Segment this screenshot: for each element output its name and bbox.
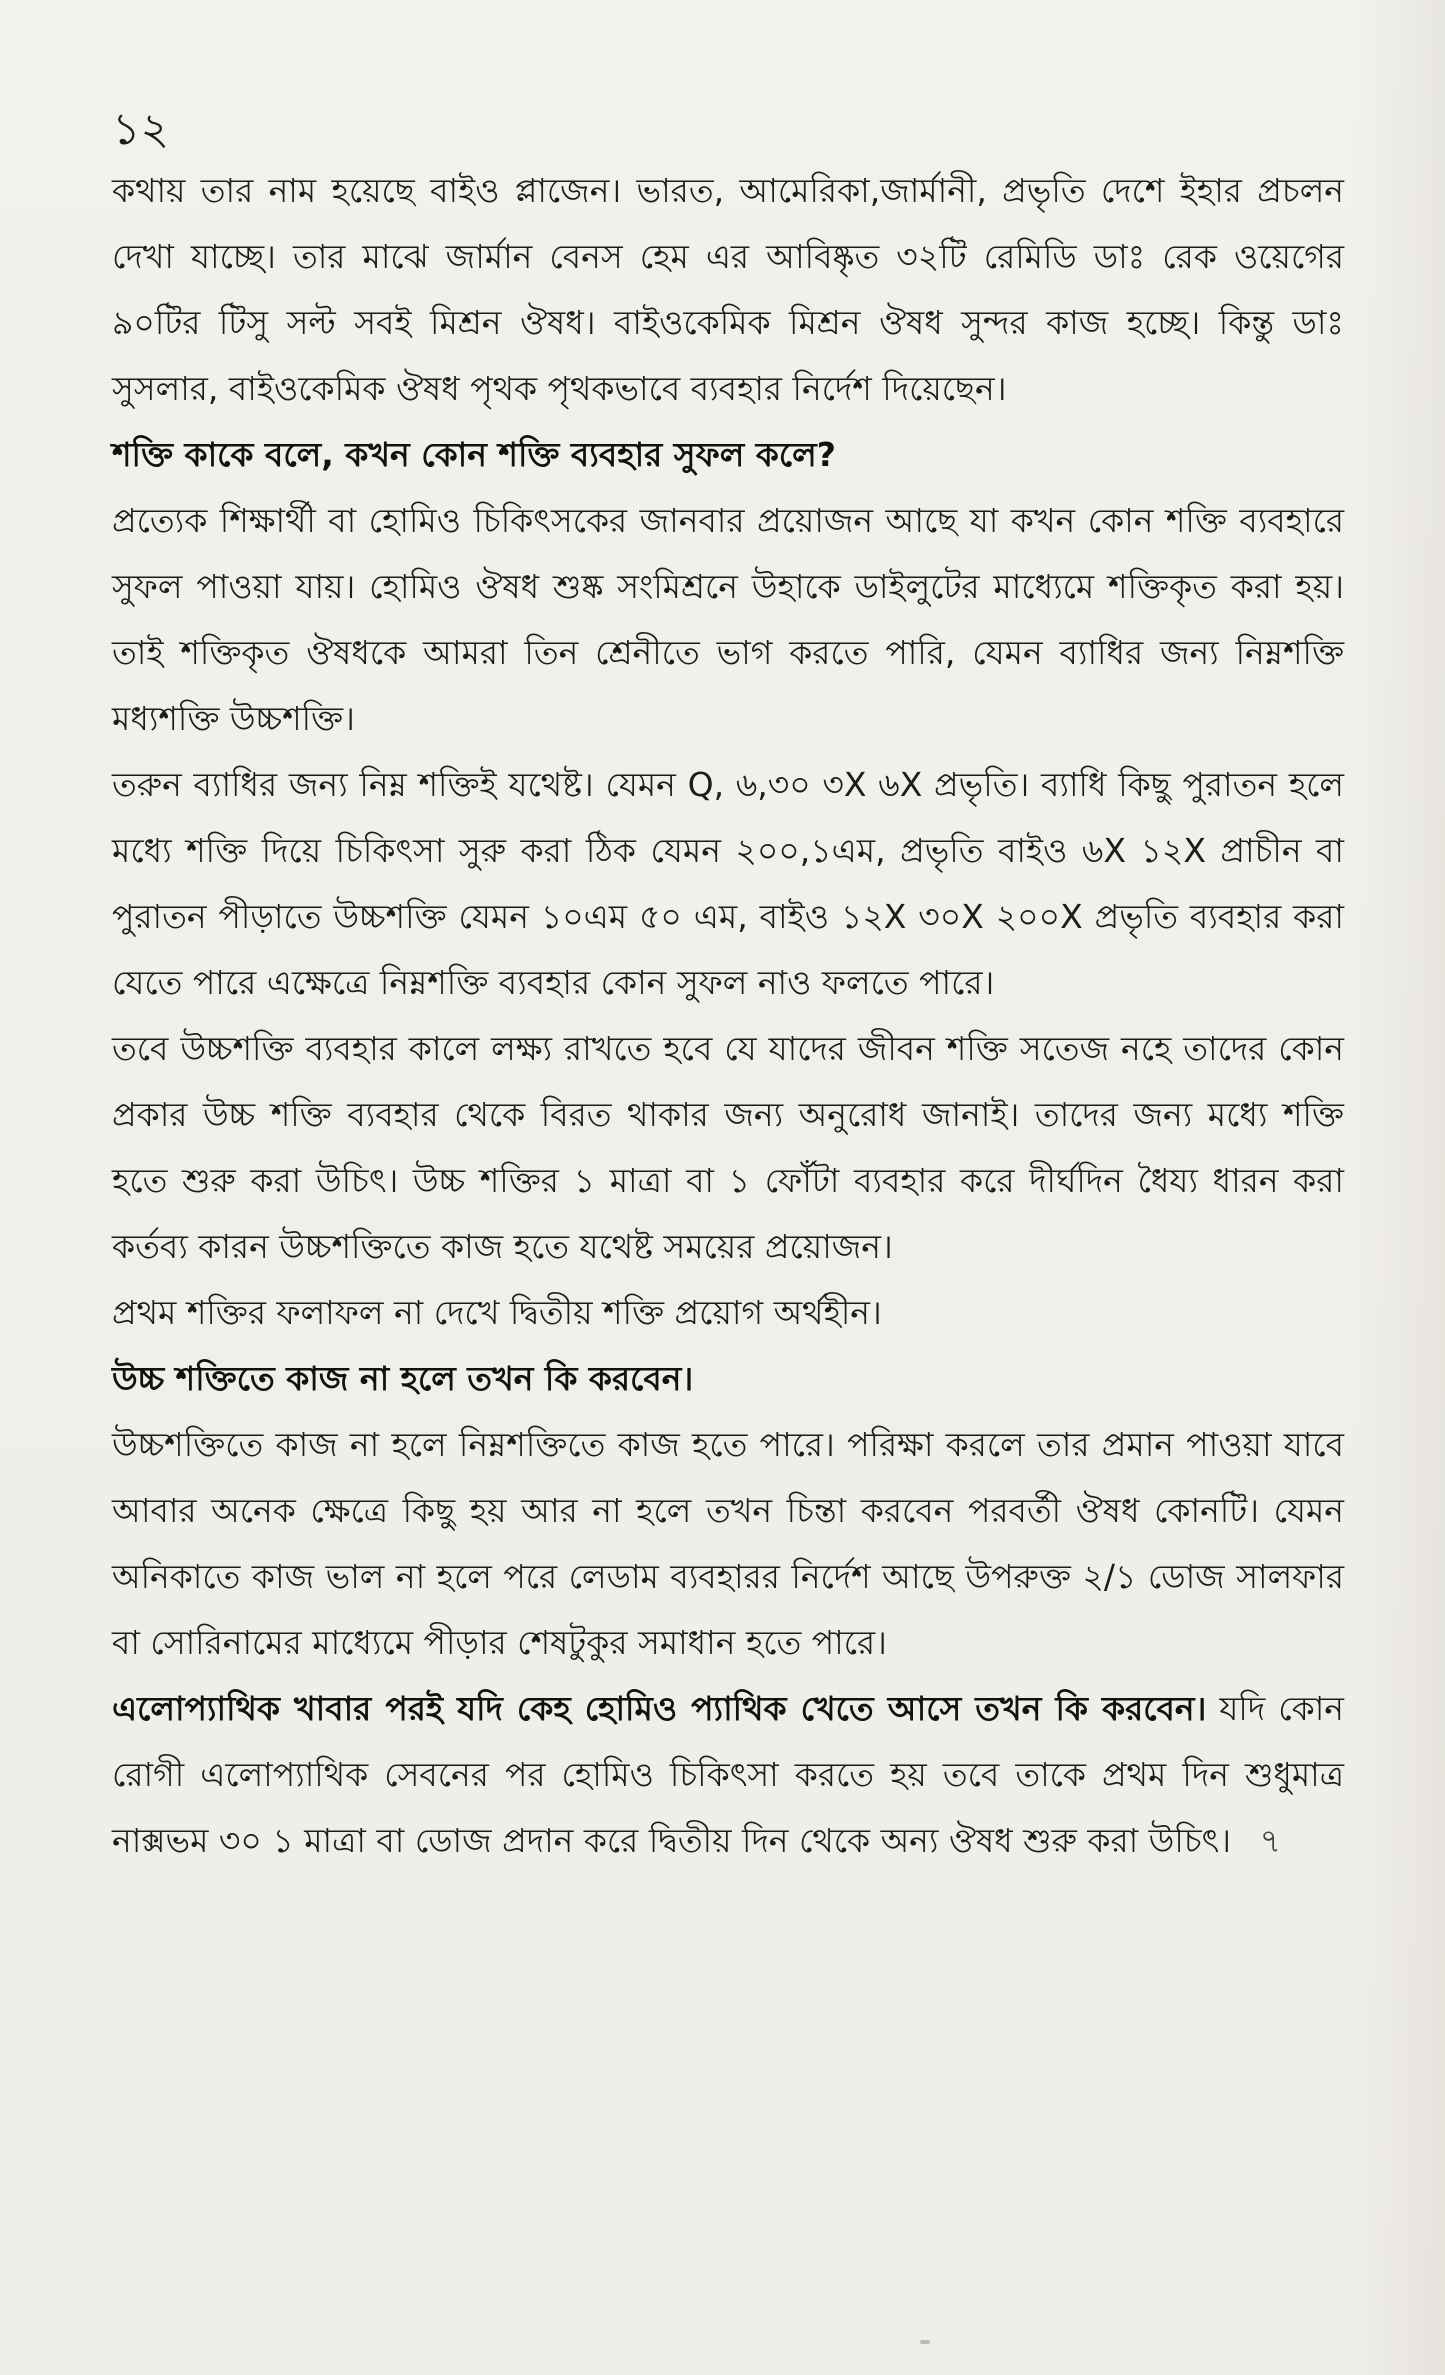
scan-speck <box>920 2340 930 2344</box>
heading-high-potency-fails: উচ্চ শক্তিতে কাজ না হলে তখন কি করবেন। <box>112 1359 694 1398</box>
paragraph-low-potency-alternative: উচ্চশক্তিতে কাজ না হলে নিম্নশক্তিতে কাজ হতে পারে। পরিক্ষা করলে তার প্রমান পাওয়া যাবে আবার অনেক ক্ষেত্রে কিছু হয় আর না হলে তখন চিন্তা করবেন পরবর্তী ঔষধ কোনটি। যেমন অনিকাতে কাজ ভাল না হলে পরে লেডাম ব্যবহারর নির্দেশ আছে উপরুক্ত ২/১ ডোজ সালফার বা সোরিনামের মাধ্যেমে পীড়ার শেষটুকুর সমাধান হতে পারে। <box>112 1425 1344 1662</box>
page-body <box>112 158 1344 1874</box>
paragraph-high-potency-caution: তবে উচ্চশক্তি ব্যবহার কালে লক্ষ্য রাখতে হবে যে যাদের জীবন শক্তি সতেজ নহে তাদের কোন প্রকার উচ্চ শক্তি ব্যবহার থেকে বিরত থাকার জন্য অনুরোধ জানাই। তাদের জন্য মধ্যে শক্তি হতে শুরু করা উচিৎ। উচ্চ শক্তির ১ মাত্রা বা ১ ফোঁটা ব্যবহার করে দীর্ঘদিন ধৈয্য ধারন করা কর্তব্য কারন উচ্চশক্তিতে কাজ হতে যথেষ্ট সময়ের প্রয়োজন। <box>112 1029 1344 1266</box>
page-edge-shadow <box>1355 0 1445 2375</box>
page-number: ১২ <box>112 104 170 155</box>
paragraph-acute-chronic: তরুন ব্যাধির জন্য নিম্ন শক্তিই যথেষ্ট। যেমন Q, ৬,৩০ ৩X ৬X প্রভৃতি। ব্যাধি কিছু পুরাতন হলে মধ্যে শক্তি দিয়ে চিকিৎসা সুরু করা ঠিক যেমন ২০০,১এম, প্রভৃতি বাইও ৬X ১২X প্রাচীন বা পুরাতন পীড়াতে উচ্চশক্তি যেমন ১০এম ৫০ এম, বাইও ১২X ৩০X ২০০X প্রভৃতি ব্যবহার করা যেতে পারে এক্ষেত্রে নিম্নশক্তি ব্যবহার কোন সুফল নাও ফলতে পারে। <box>112 765 1344 1002</box>
paragraph-potency-levels: প্রত্যেক শিক্ষার্থী বা হোমিও চিকিৎসকের জানবার প্রয়োজন আছে যা কখন কোন শক্তি ব্যবহারে সুফল পাওয়া যায়। হোমিও ঔষধ শুষ্ক সংমিশ্রনে উহাকে ডাইলুটের মাধ্যেমে শক্তিকৃত করা হয়। তাই শক্তিকৃত ঔষধকে আমরা তিন শ্রেনীতে ভাগ করতে পারি, যেমন ব্যাধির জন্য নিম্নশক্তি মধ্যশক্তি উচ্চশক্তি। <box>112 501 1344 738</box>
paragraph-bio-plasgen: কথায় তার নাম হয়েছে বাইও প্লাজেন। ভারত, আমেরিকা,জার্মানী, প্রভৃতি দেশে ইহার প্রচলন দেখা যাচ্ছে। তার মাঝে জার্মান বেনস হেম এর আবিষ্কৃত ৩২টি রেমিডি ডাঃ রেক ওয়েগের ৯০টির টিসু সল্ট সবই মিশ্রন ঔষধ। বাইওকেমিক মিশ্রন ঔষধ সুন্দর কাজ হচ্ছে। কিন্তু ডাঃ সুসলার, বাইওকেমিক ঔষধ পৃথক পৃথকভাবে ব্যবহার নির্দেশ দিয়েছেন। <box>112 171 1344 408</box>
paragraph-second-potency: প্রথম শক্তির ফলাফল না দেখে দ্বিতীয় শক্তি প্রয়োগ অর্থহীন। <box>112 1293 882 1332</box>
heading-allopathic-question: এলোপ্যাথিক খাবার পরই যদি কেহ হোমিও প্যাথিক খেতে আসে তখন কি করবেন। <box>112 1689 1207 1728</box>
paragraph-allopathic-advice: যদি কোন রোগী এলোপ্যাথিক সেবনের পর হোমিও চিকিৎসা করতে হয় তবে তাকে প্রথম দিন শুধুমাত্র নাক্সভম ৩০ ১ মাত্রা বা ডোজ প্রদান করে দ্বিতীয় দিন থেকে অন্য ঔষধ শুরু করা উচিৎ। <box>112 1689 1344 1860</box>
paragraph-allopathic-switch <box>112 1676 1344 1874</box>
handwritten-end-mark: ৭ <box>1259 1821 1282 1860</box>
heading-potency-question: শক্তি কাকে বলে, কখন কোন শক্তি ব্যবহার সুফল কলে? <box>112 435 836 474</box>
